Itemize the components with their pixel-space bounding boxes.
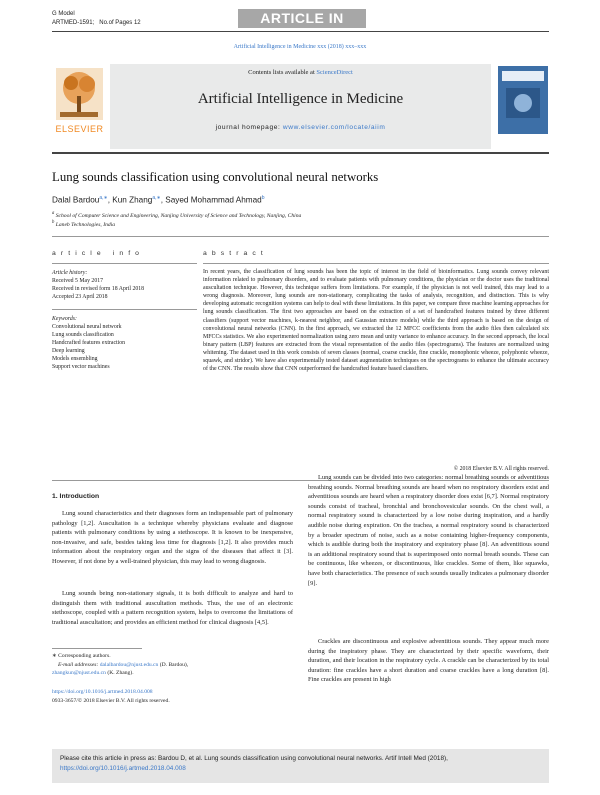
affiliation-text: Laneb Technologies, India <box>55 221 116 228</box>
header-rule <box>52 31 549 32</box>
author-name[interactable]: Sayed Mohammad Ahmad <box>165 195 262 205</box>
history-label: Article history: <box>52 270 88 276</box>
journal-cover-image <box>498 66 548 134</box>
email-label: E-mail addresses: <box>58 661 99 668</box>
history-rule <box>52 309 197 310</box>
abstract-text: In recent years, the classification of lung sounds has been the topic of interest in the field of bioinformatics. Lung sounds convey relevant information related to pulmonary disorders, and to evaluate patients with pulmonary conditions, the physician or the doctor uses the traditional auscultation technique. However, this technique suffers from limitations. For example, if the physician is not well trained, this may lead to a wrong diagnosis. Moreover, lung sounds are non-stationary, complicating the tasks of analysis, recognition, and distinction. This is why developing automatic recognition systems can help to deal with these limitations. In this paper, we compare three machine learning approaches for lung sounds classification. The first two approaches are based on the extraction of a set of handcrafted features trained by three different classifiers (support vector machines, k-nearest neighbor, and Gaussian mixture models) while the third approach is based on the design of convolutional neural networks (CNN). In the first approach, we extracted the 12 MFCC coefficients from the audio files then calculated six MFCCs statistics. We also experimented normalization using zero mean and unity variance to enhance accuracy. In the second approach, the local binary pattern (LBP) features are extracted from the visual representation of the audio files (spectrograms). The features are normalized using whitening. The dataset used in this work consists of seven classes (normal, coarse crackle, fine crackle, monophonic wheeze, polyphonic wheeze, squawk, and stridor). We have also experimentally tested dataset augmentation techniques on the spectrograms to enhance the ultimate accuracy of the CNN. The results show that CNN outperformed the handcrafted feature based classifiers. <box>203 269 549 373</box>
model-label: G Model <box>52 11 75 17</box>
affiliation-rule <box>52 236 549 237</box>
email-link[interactable]: zhangkun@njust.edu.cn <box>52 670 106 677</box>
elsevier-wordmark: ELSEVIER <box>55 124 104 134</box>
corresponding-note: ∗ Corresponding authors. <box>52 653 111 659</box>
section-heading-introduction: 1. Introduction <box>52 493 100 500</box>
history-item: Received 5 May 2017 <box>52 278 104 284</box>
affiliation-text: School of Computer Science and Engineering, Nanjing University of Science and Technology, Nanjing, China <box>55 212 302 219</box>
intro-paragraph: Lung sound characteristics and their diagnoses form an indispensable part of pulmonary pathology [1,2]. Auscultation is a technique whereby physicians evaluate and diagnose patients with pulmonary conditions by using a stethoscope. It is known to be inexpensive, non-invasive, and safe, besides taking less time for diagnosis [1,2]. It also provides much information about the respiratory organ and the signs of the diseases that affect it [3]. However, if not done by a well-trained physician, this may lead to wrong diagnosis. <box>52 510 293 565</box>
abstract-copyright: © 2018 Elsevier B.V. All rights reserved. <box>453 466 549 472</box>
article-title: Lung sounds classification using convolutional neural networks <box>52 170 379 184</box>
article-in-press-banner: ARTICLE IN PRESS <box>238 9 366 28</box>
issn-line: 0933-3657/© 2018 Elsevier B.V. All rights reserved. <box>52 697 170 704</box>
affiliation-mark: b <box>52 220 55 225</box>
contents-line <box>110 69 491 76</box>
abstract-heading: a b s t r a c t <box>203 250 265 257</box>
author-list: Dalal Bardou$^{a,∗}$, Kun Zhang$^{a,∗}$, Sayed Mohammad Ahmad$^b$ <box>52 195 265 205</box>
intro-paragraph: Lung sounds can be divided into two categories: normal breathing sounds or adventitious breathing sounds. Normal breathing sounds are heard when no respiratory disorders exist and adventitious sounds are heard when a respiratory disorder does exist [6,7]. Normal respiratory sounds consist of tracheal, bronchial and bronchovesicular sounds. On the chest wall, a normal respiratory sound is characterized by a low noise during inspiration, and a hardly audible noise during expiration. On the trachea, a normal respiratory sound is characterized by a broader spectrum of noise, such as a noise containing higher-frequency components, which is audible during both the inspiratory and expiratory phase [8]. An adventitious sound is an additional respiratory sound that is superimposed onto normal breath sounds. These can be continuous, like wheezes, or discontinuous, like crackles. Some of them, like squawks, have both characteristics. The presence of such sounds usually indicates a pulmonary disorder [9]. <box>308 474 549 587</box>
author-marks[interactable]: a,∗ <box>152 195 161 201</box>
email-line <box>52 669 293 678</box>
journal-title: Artificial Intelligence in Medicine <box>197 91 404 107</box>
keyword-item: Deep learning <box>52 348 85 354</box>
author-name[interactable]: Kun Zhang <box>112 195 153 205</box>
keyword-item: Handcrafted features extraction <box>52 340 126 346</box>
sciencedirect-link[interactable]: ScienceDirect <box>316 69 353 76</box>
contents-prefix: Contents lists available at <box>248 69 315 76</box>
keyword-item: Models ensembling <box>52 356 98 362</box>
citation-text <box>60 754 542 774</box>
ref-code: ARTMED-1591; <box>52 20 95 26</box>
affiliation-mark: a <box>52 211 55 216</box>
abstract-rule <box>203 263 549 264</box>
doi-link[interactable]: https://doi.org/10.1016/j.artmed.2018.04.008 <box>52 689 153 695</box>
keyword-item: Lung sounds classification <box>52 332 114 338</box>
doi-block <box>52 688 170 705</box>
keywords <box>52 315 125 371</box>
article-history <box>52 269 144 301</box>
affiliation <box>52 220 115 228</box>
affiliation <box>52 211 301 219</box>
article-ref <box>52 20 141 26</box>
homepage-prefix: journal homepage: <box>215 124 281 131</box>
keywords-label: Keywords: <box>52 316 77 322</box>
keyword-item: Convolutional neural network <box>52 324 122 330</box>
keyword-item: Support vector machines <box>52 364 110 370</box>
author-marks[interactable]: b <box>261 195 265 201</box>
footnotes <box>52 652 293 678</box>
masthead-rule <box>52 152 549 154</box>
email-owner: (K. Zhang). <box>107 670 134 677</box>
author-name[interactable]: Dalal Bardou <box>52 195 100 205</box>
history-item: Received in revised form 18 April 2018 <box>52 286 145 292</box>
email-link[interactable]: dalalbardou@njust.edu.cn <box>99 661 159 668</box>
homepage-link[interactable]: www.elsevier.com/locate/aiim <box>282 124 386 131</box>
cover-graphic <box>498 66 548 134</box>
journal-citation-line[interactable]: Artificial Intelligence in Medicine xxx (2018) xxx–xxx <box>233 44 367 50</box>
footnote-rule <box>52 648 142 649</box>
page-count: No.of Pages 12 <box>99 20 141 26</box>
article-info-rule <box>52 263 197 264</box>
intro-paragraph: Lung sounds being non-stationary signals, it is both difficult to analyze and hard to distinguish them with traditional auscultation methods. Thus, the use of an electronic stethoscope, coupled with a pattern recognition system, helps to overcome the limitations of traditional auscultation; and provides an efficient method for clinical diagnosis [4,5]. <box>52 590 293 626</box>
citation-sentence: Please cite this article in press as: Bardou D, et al. Lung sounds classification using convolutional neural networks. Artif Intell Med (2018), <box>60 755 448 762</box>
journal-homepage <box>110 124 491 131</box>
email-owner: (D. Bardou), <box>159 661 189 668</box>
author-marks[interactable]: a,∗ <box>99 195 108 201</box>
email-line <box>52 661 293 670</box>
citation-doi-link[interactable]: https://doi.org/10.1016/j.artmed.2018.04.008 <box>60 765 186 772</box>
history-item: Accepted 23 April 2018 <box>52 294 108 300</box>
intro-paragraph: Crackles are discontinuous and explosive adventitious sounds. They appear much more during the inspiratory phase. They are characterized by their specific waveform, their duration, and their location in the respiratory cycle. A crackle can be characterized by its total duration: fine crackles have a short duration and coarse crackles have a long duration [8]. Fine crackles are present in high <box>308 638 549 684</box>
article-info-heading: a r t i c l e i n f o <box>52 250 141 257</box>
